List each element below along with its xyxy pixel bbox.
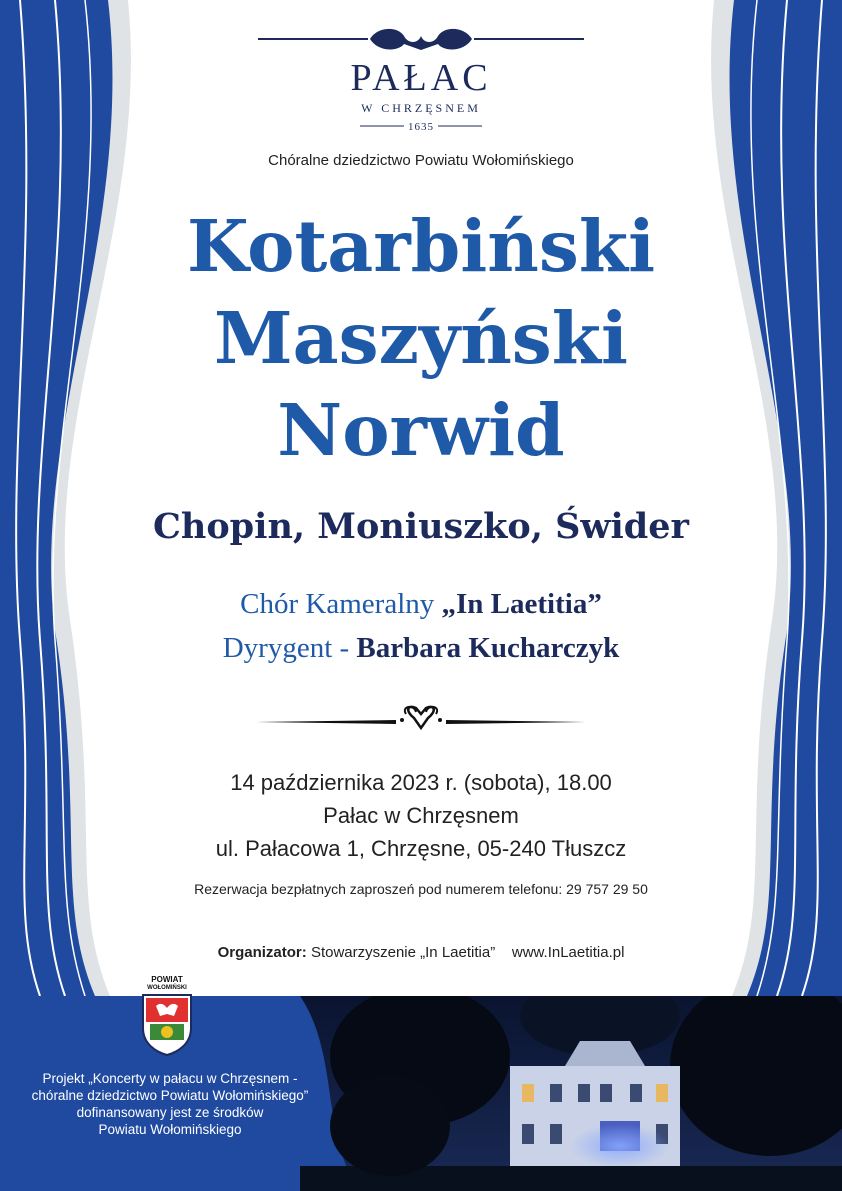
project-line-3: dofinansowany jest ze środków bbox=[76, 1105, 264, 1120]
project-line-1: Projekt „Koncerty w pałacu w Chrzęsnem - bbox=[42, 1071, 298, 1086]
project-line-2: chóralne dziedzictwo Powiatu Wołomińskiego” bbox=[31, 1088, 309, 1103]
organizer-label: Organizator: bbox=[217, 944, 307, 961]
composers: Chopin, Moniuszko, Świder bbox=[153, 506, 689, 547]
project-funding-note bbox=[20, 1070, 320, 1138]
name-maszynski: Maszyński bbox=[214, 296, 628, 380]
choir-name: „In Laetitia” bbox=[441, 588, 602, 620]
organizer-name: Stowarzyszenie „In Laetitia” bbox=[310, 944, 496, 961]
eagle-shield-icon bbox=[140, 992, 194, 1056]
organizer-line bbox=[0, 944, 842, 961]
conductor-line bbox=[0, 632, 842, 665]
logo-year: 1635 bbox=[408, 121, 434, 133]
name-kotarbinski: Kotarbiński bbox=[186, 204, 656, 288]
project-line-4: Powiatu Wołomińskiego bbox=[98, 1122, 242, 1137]
crest-label-powiat: POWIAT bbox=[151, 975, 183, 984]
logo-title: PAŁAC bbox=[350, 57, 492, 99]
logo-ornament bbox=[258, 22, 584, 56]
name-norwid: Norwid bbox=[277, 388, 565, 472]
choir-prefix: Chór Kameralny bbox=[240, 588, 442, 620]
divider-ornament bbox=[256, 700, 586, 732]
conductor-prefix: Dyrygent - bbox=[222, 632, 357, 664]
palace-photo bbox=[300, 996, 842, 1191]
organizer-website[interactable]: www.InLaetitia.pl bbox=[511, 944, 625, 961]
heritage-subtitle: Chóralne dziedzictwo Powiatu Wołomińskiego bbox=[268, 152, 574, 169]
event-venue: Pałac w Chrzęsnem bbox=[323, 803, 519, 828]
county-crest bbox=[140, 976, 194, 1056]
choir-line bbox=[0, 588, 842, 621]
reservation-note: Rezerwacja bezpłatnych zaproszeń pod numerem telefonu: 29 757 29 50 bbox=[194, 881, 648, 897]
crest-label-wolominski: WOŁOMIŃSKI bbox=[147, 985, 187, 991]
conductor-name: Barbara Kucharczyk bbox=[356, 632, 620, 664]
logo-subtitle: W CHRZĘSNEM bbox=[361, 101, 481, 115]
event-address: ul. Pałacowa 1, Chrzęsne, 05-240 Tłuszcz bbox=[215, 836, 627, 861]
event-date: 14 października 2023 r. (sobota), 18.00 bbox=[230, 770, 612, 795]
